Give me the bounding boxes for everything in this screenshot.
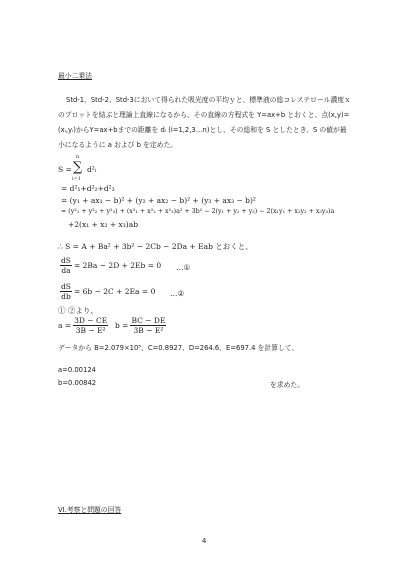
page-number: 4 [202,537,207,545]
sum-lower-limit: i=1 [72,176,81,182]
equation-line: +2(x₁ + x₂ + x₃)ab [68,220,138,229]
derivative-a-rhs: = 2Ba − 2D + 2Eb = 0 [73,261,162,270]
derivative-b-fraction [60,282,72,301]
result-a: a=0.00124 [58,366,96,374]
from-line: ① ②より、 [58,306,98,315]
sum-symbol: ∑ [73,160,83,175]
equation-line: = (y²₁ + y²₂ + y²₃) + (x²₁ + x²₂ + x²₃)a² + 3b² − 2(y₁ + y₂ + y₃) − 2(x₁y₁ + x₂y₂ + x₃y₃)a [61,208,335,215]
sum-upper-limit: n [76,154,80,160]
section-title: 最小二乗法 [58,72,92,80]
derivative-a [58,256,161,275]
solution-a [58,316,110,335]
derivative-b-numerator: dS [61,282,71,291]
equation-line: = d²₁+d²₂+d²₃ [61,184,115,193]
solution-b-lhs: b = [115,321,129,330]
sum-equation [58,154,148,183]
solution-b-numerator: BC − DE [131,316,166,325]
derivative-b [58,282,155,301]
equation-line: = (y₁ + ax₁ − b)² + (y₂ + ax₂ − b)² + (y₃ + ax₃ − b)² [61,196,256,205]
sum-term: d²ᵢ [87,165,97,174]
equation-marker-2: …② [170,289,185,298]
derivative-a-numerator: dS [61,256,71,265]
derivative-b-rhs: = 6b − 2C + 2Ea = 0 [73,287,156,296]
sum-lhs: S = [58,165,72,174]
derivative-b-denominator: db [61,292,71,301]
next-section-title: VI.考察と問題の回答 [58,506,122,514]
intro-paragraph: Std-1、Std-2、Std-3において得られた吸光度の平均ｙと、標準液の総コレステロール濃度ｘのプロットを結ぶと理論上直線になるから、その直線の方程式を Y=ax+b とおくと、点(x,y)=(xᵢ,yᵢ)からY=ax+bまでの距離を dᵢ (i=1,2,3…n)とし、その総和を S としたとき、S の値が最小になるように a および b を定めた。 [58,96,351,149]
derivative-a-fraction [60,256,72,275]
solution-b-denominator: 3B − E² [133,326,164,335]
solution-a-numerator: 3D − CE [74,316,108,325]
result-note: を求めた。 [270,381,304,389]
therefore-line: ∴ S = A + Ba² + 3b² − 2Cb − 2Da + Eab とおくと、 [58,242,253,251]
result-b: b=0.00842 [58,379,97,387]
solution-a-denominator: 3B − E² [75,326,106,335]
data-line: データから B=2.079×10⁵、C=0.8927、D=264.6、E=697.4 を計算して、 [58,344,299,352]
solution-b [115,316,168,335]
derivative-a-denominator: da [61,266,71,275]
equation-marker-1: …① [176,263,191,272]
solution-a-fraction [73,316,108,335]
solution-a-lhs: a = [58,321,72,330]
solution-b-fraction [130,316,166,335]
